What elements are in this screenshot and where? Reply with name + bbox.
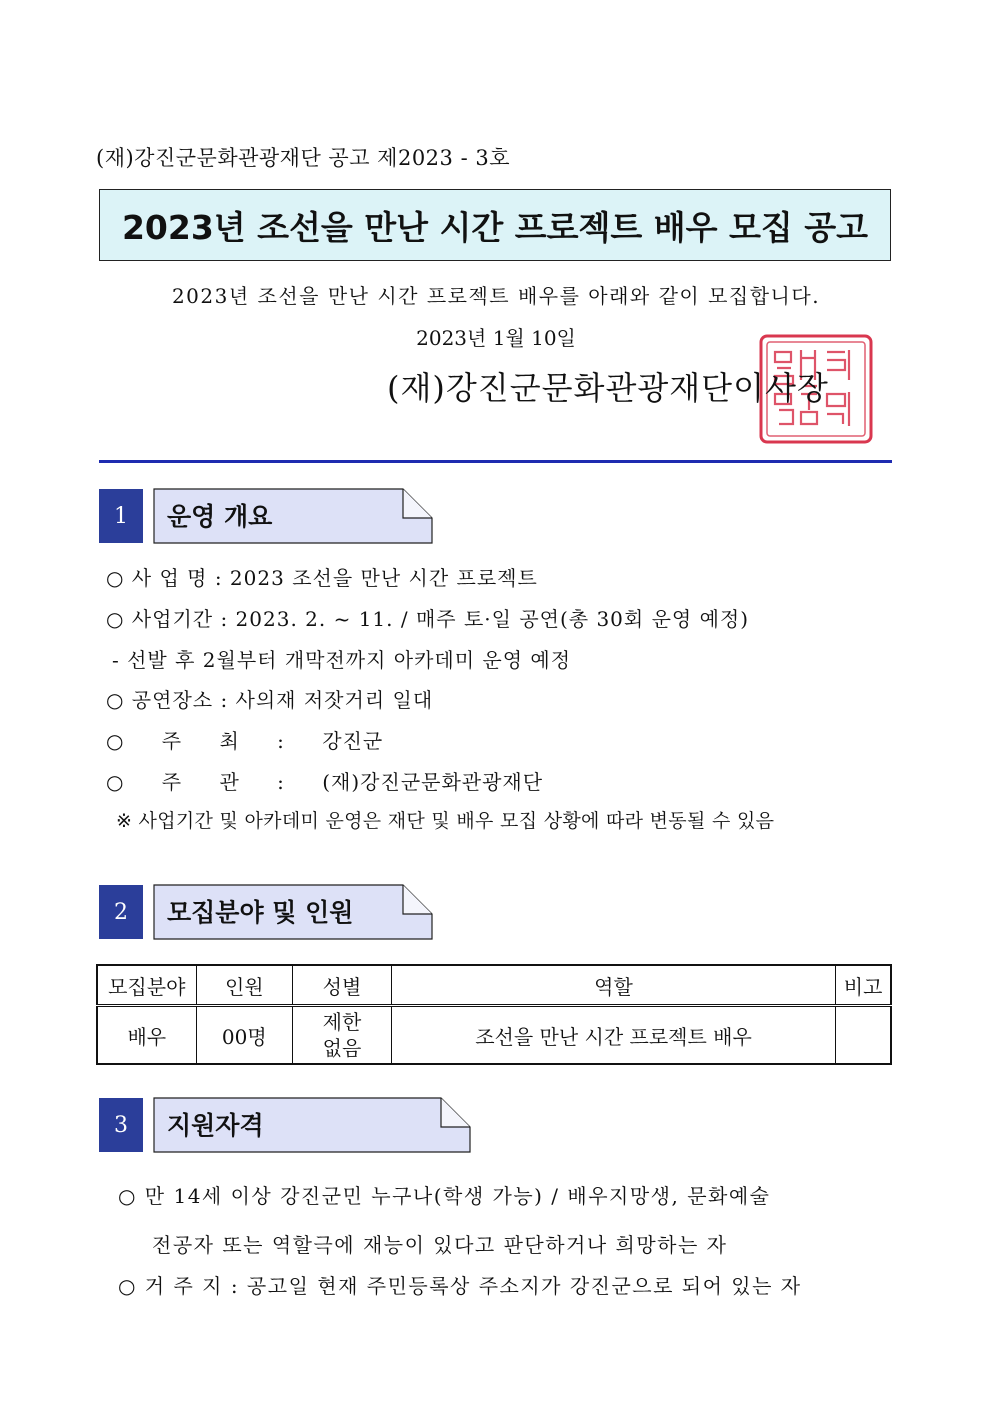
list-item: ○ 사업기간 : 2023. 2. ~ 11. / 매주 토·일 공연(총 30회 운영 예정) — [106, 607, 750, 631]
section-3-label: 지원자격 — [167, 1111, 264, 1140]
note-text: ※ 사업기간 및 아카데미 운영은 재단 및 배우 모집 상황에 따라 변동될 수 있음 — [116, 810, 775, 832]
table-row — [97, 1006, 891, 1065]
cell-role: 조선을 만난 시간 프로젝트 배우 — [391, 1006, 835, 1065]
cell-note — [836, 1006, 891, 1065]
section-1-label: 운영 개요 — [167, 502, 273, 531]
section-2-number: 2 — [99, 885, 143, 939]
list-item: ○ 공연장소 : 사의재 저잣거리 일대 — [106, 688, 434, 712]
col-header-count: 인원 — [196, 965, 293, 1006]
col-header-gender: 성별 — [293, 965, 392, 1006]
section-3-number: 3 — [99, 1098, 143, 1152]
list-item: ○ 만 14세 이상 강진군민 누구나(학생 가능) / 배우지망생, 문화예술 — [118, 1184, 771, 1208]
cell-count: 00명 — [196, 1006, 293, 1065]
section-2-label: 모집분야 및 인원 — [167, 898, 354, 927]
issuer-name: (재)강진군문화관광재단이사장 — [387, 369, 829, 407]
col-header-note: 비고 — [836, 965, 891, 1006]
section-1-number: 1 — [99, 489, 143, 543]
notice-number: (재)강진군문화관광재단 공고 제2023 - 3호 — [96, 146, 510, 170]
col-header-role: 역할 — [391, 965, 835, 1006]
section-3-header — [153, 1097, 471, 1151]
col-header-field: 모집분야 — [97, 965, 196, 1006]
divider — [99, 460, 892, 463]
list-item: - 선발 후 2월부터 개막전까지 아카데미 운영 예정 — [112, 648, 572, 672]
list-item: ○ 주 관 : (재)강진군문화관광재단 — [106, 770, 544, 794]
cell-field: 배우 — [97, 1006, 196, 1065]
notice-date: 2023년 1월 10일 — [416, 326, 576, 350]
list-item: ○ 주 최 : 강진군 — [106, 729, 384, 753]
list-item: ○ 사 업 명 : 2023 조선을 만난 시간 프로젝트 — [106, 566, 538, 590]
cell-gender: 제한 없음 — [293, 1006, 392, 1065]
recruitment-table — [96, 964, 892, 1065]
page-title: 2023년 조선을 만난 시간 프로젝트 배우 모집 공고 — [99, 189, 891, 261]
list-item: ○ 거 주 지 : 공고일 현재 주민등록상 주소지가 강진군으로 되어 있는 자 — [118, 1274, 802, 1298]
section-1-header — [153, 488, 433, 542]
section-2-header — [153, 884, 433, 938]
intro-text: 2023년 조선을 만난 시간 프로젝트 배우를 아래와 같이 모집합니다. — [171, 284, 821, 308]
list-item: 전공자 또는 역할극에 재능이 있다고 판단하거나 희망하는 자 — [152, 1233, 728, 1257]
